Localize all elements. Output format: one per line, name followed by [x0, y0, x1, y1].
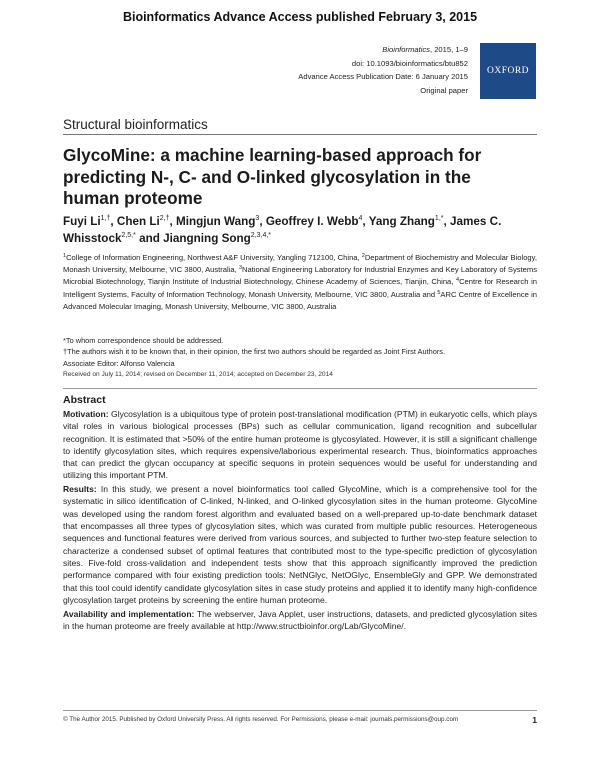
- affiliation-number: 4: [456, 277, 460, 284]
- author-affiliation-marker: 2,3,4,*: [250, 232, 272, 239]
- author-list: Fuyi $Li^{1,\dagger}$, Chen $Li^{2,\dagger}$, Mingjun Wang$^3$, Geoffrey I. Webb$^4$, Yang Zhang$^{1,*}$, James C. Whisstock$^{2,5,*}$ and Jiangning Song$^{2,3,4,*}$: [63, 215, 502, 245]
- affiliation-number: 3: [238, 265, 242, 272]
- journal-banner: Bioinformatics Advance Access published February 3, 2015: [122, 10, 478, 24]
- advance-access-date: Advance Access Publication Date: 6 January 2015: [298, 72, 468, 81]
- associate-editor: Associate Editor: Alfonso Valencia: [63, 358, 175, 368]
- correspondence-note: *To whom correspondence should be addressed.: [63, 336, 224, 345]
- author-name: James C. Whisstock: [63, 215, 502, 245]
- author-name: Jiangning Song: [163, 232, 251, 245]
- author-affiliation-marker: 2,†: [159, 215, 170, 222]
- section-divider: [63, 134, 537, 135]
- paper-type: Original paper: [420, 85, 468, 95]
- journal-volume: , 2015, 1–9: [429, 45, 468, 54]
- doi[interactable]: doi: 10.1093/bioinformatics/btu852: [351, 58, 468, 68]
- oxford-logo: OXFORD: [480, 43, 536, 99]
- affiliations: $^1$College of Information Engineering, Northwest A&F University, Yangling 712100, China, $^2$Department of Biochemistry and Molecular Biology, Monash University, Melbourne, VIC 3800, Australia, $^3$National Engineering Laboratory for Industrial Enzymes and Key Laboratory of Systems Microbial Biotechnology, Tianjin Institute of Industrial Biotechnology, Chinese Academy of Sciences, Tianjin, China, $^4$Centre for Research in Intelligent Systems, Faculty of Information Technology, Monash University, Melbourne, VIC 3800, Australia and $^5$ARC Centre of Excellence in Advanced Molecular Imaging, Monash University, Melbourne, VIC 3800, Australia: [63, 253, 538, 311]
- received-dates: Received on July 11, 2014; revised on December 11, 2014; accepted on December 23, 2014: [63, 371, 333, 378]
- author-affiliation-marker: 2,5,*: [121, 232, 136, 239]
- author-name: Geoffrey I. Webb: [265, 215, 359, 228]
- affiliation-number: 2: [361, 253, 365, 259]
- availability-text[interactable]: The webserver, Java Applet, user instructions, datasets, and predicted glycosylation sites in the human proteome are freely available at http://www.structbioinfor.org/Lab/GlycoMine/.: [63, 608, 537, 631]
- abstract-results: [63, 483, 537, 606]
- motivation-label: Motivation:: [63, 409, 109, 419]
- author-notes: [63, 335, 537, 369]
- section-heading: Structural bioinformatics: [63, 117, 208, 132]
- journal-name: Bioinformatics: [382, 45, 430, 54]
- affiliation-number: 1: [63, 253, 67, 259]
- author-affiliation-marker: 3: [255, 215, 260, 222]
- joint-author-note: †The authors wish it to be known that, in their opinion, the first two authors should be regarded as Joint First Authors.: [63, 347, 446, 357]
- page-number: 1: [532, 715, 537, 725]
- motivation-text: Glycosylation is a ubiquitous type of protein post-translational modification (PTM) in eukaryotic cells, which plays vital roles in various biological processes (BPs) such as cellular communication, ligand recognition and subcellular recognition. It is estimated that >50% of the entire human proteome is glycosylated. However, it is still a significant challenge to identify glycosylation sites, which requires expensive/laborious experimental research. Thus, bioinformatics approaches that can predict the glycan occupancy at specific sequons in protein sequences would be useful for understanding and utilizing this important PTM.: [63, 409, 538, 481]
- author-affiliation-marker: 4: [358, 215, 363, 222]
- copyright-footer: © The Author 2015. Published by Oxford University Press. All rights reserved. For Permissions, please e-mail: journals.permissions@oup.com: [63, 716, 459, 723]
- results-label: Results:: [63, 484, 97, 495]
- abstract-motivation: [63, 408, 537, 482]
- abstract-divider: [63, 388, 537, 389]
- author-name: Mingjun Wang: [176, 215, 256, 228]
- article-meta: [298, 43, 468, 97]
- abstract-heading: Abstract: [63, 394, 106, 406]
- author-name: Chen Li: [116, 215, 160, 228]
- footer-divider: [63, 710, 537, 711]
- author-name: Fuyi Li: [63, 215, 101, 228]
- journal-citation: [298, 43, 468, 57]
- paper-title: GlycoMine: a machine learning-based approach for predicting N-, C- and O-linked glycosylation in the human proteome: [63, 145, 482, 208]
- affiliation-number: 5: [437, 289, 441, 296]
- author-affiliation-marker: 1,*: [434, 215, 444, 222]
- results-text: In this study, we present a novel bioinformatics tool called GlycoMine, which is a comprehensive tool for the systematic in silico identification of C-linked, N-linked, and O-linked glycosylation sites in the human proteome. GlycoMine was developed using the random forest algorithm and evaluated based on a well-prepared up-to-date benchmark dataset that encompasses all three types of glycosylation sites, which was curated from multiple public resources. Heterogeneous sequences and functional features were derived from various sources, and subjected to further two-step feature selection to characterize a condensed subset of optimal features that contributed most to the type-specific prediction of glycosylation sites. Five-fold cross-validation and independent tests show that this approach significantly improved the prediction performance compared with four existing prediction tools: NetNGlyc, NetOGlyc, EnsembleGly and GPP. We demonstrated that this tool could identify candidate glycosylation sites in case study proteins and applied it to identify many high-confidence glycosylation target proteins by screening the entire human proteome.: [63, 484, 537, 605]
- abstract-availability: [63, 608, 537, 633]
- abstract-body: [63, 408, 537, 634]
- author-affiliation-marker: 1,†: [100, 215, 111, 222]
- author-name: Yang Zhang: [368, 215, 435, 228]
- availability-label: Availability and implementation:: [63, 608, 195, 619]
